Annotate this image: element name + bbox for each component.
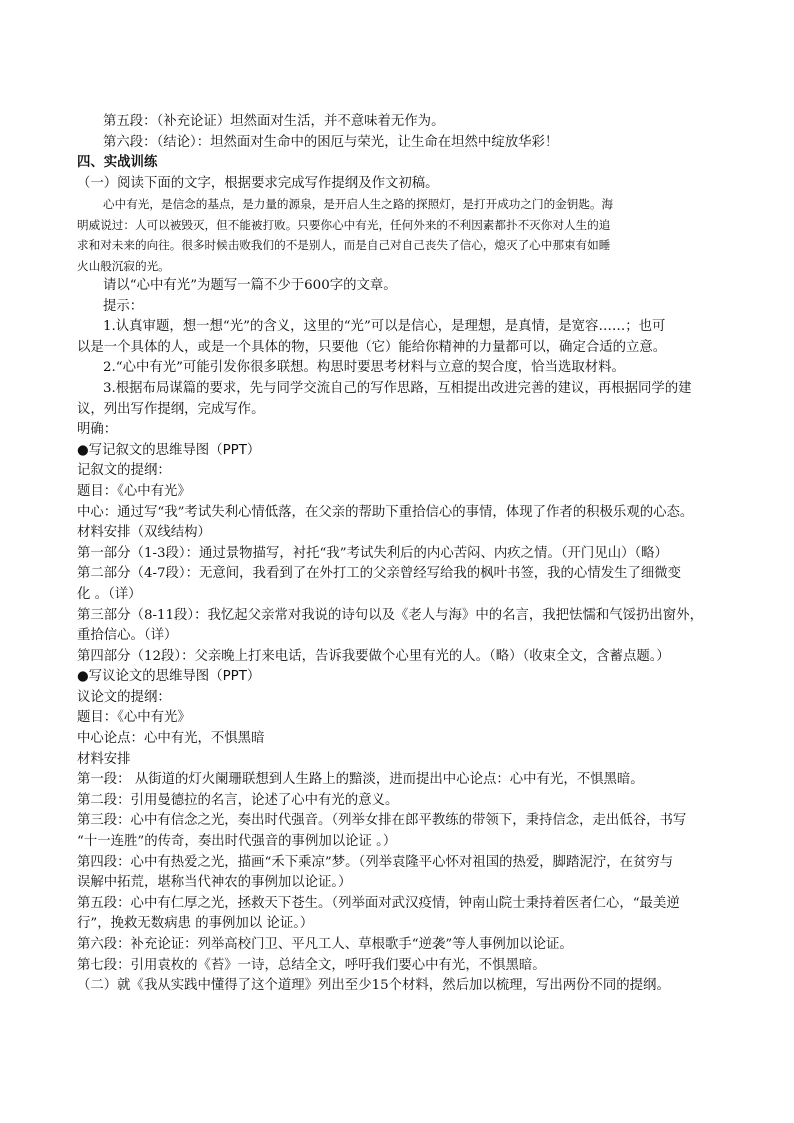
- hint-item-3: 3.根据布局谋篇的要求，先与同学交流自己的写作思路，互相提出改进完善的建议，再根据同学的建: [103, 380, 692, 396]
- narrative-material: 材料安排（双线结构）: [77, 525, 211, 541]
- argument-para-5: 第五段：心中有仁厚之光，拯救天下苍生。（列举面对武汉疫情，钟南山院士秉持着医者仁心，“最美逆: [77, 895, 680, 911]
- reading-passage-line: 心中有光，是信念的基点，是力量的源泉，是开启人生之路的探照灯，是打开成功之门的金钥匙。海: [103, 197, 614, 212]
- argument-material: 材料安排: [77, 751, 131, 767]
- hint-item-3-cont: 议，列出写作提纲，完成写作。: [77, 401, 265, 417]
- hint-item-1: 1.认真审题，想一想“光”的含义，这里的“光”可以是信心，是理想，是真情，是宽容……；也可: [103, 319, 666, 335]
- argument-para-3: 第三段：心中有信念之光，奏出时代强音。（列举女排在郎平教练的带领下，秉持信念，走出低谷，书写: [77, 813, 687, 829]
- narrative-part-2: 第二部分（4-7段）：无意间，我看到了在外打工的父亲曾经写给我的枫叶书签，我的心情发生了细微变: [77, 566, 682, 582]
- narrative-part-3-cont: 重拾信心。（详）: [77, 628, 178, 644]
- argument-para-4-cont: 误解中拓荒，堪称当代神农的事例加以论证。）: [77, 875, 352, 891]
- task-two-title: （二）就《我从实践中懂得了这个道理》列出至少15个材料，然后加以梳理，写出两份不同的提纲。: [77, 978, 670, 994]
- argument-para-2: 第二段：引用曼德拉的名言，论述了心中有光的意义。: [77, 792, 399, 808]
- task-one-title: （一）阅读下面的文字，根据要求完成写作提纲及作文初稿。: [77, 175, 439, 191]
- narrative-part-4: 第四部分（12段）：父亲晚上打来电话，告诉我要做个心里有光的人。（略）（收束全文，含蓄点题。）: [77, 648, 670, 664]
- narrative-part-3: 第三部分（8-11段）：我忆起父亲常对我说的诗句以及《老人与海》中的名言，我把怯懦和气馁扔出窗外，: [77, 607, 703, 623]
- argument-para-3-cont: “十一连胜”的传奇，奏出时代强音的事例加以论证 。）: [77, 834, 397, 850]
- argument-outline-title: 议论文的提纲：: [77, 689, 171, 705]
- outline-line-6: 第六段：（结论）：坦然面对生命中的困厄与荣光，让生命在坦然中绽放华彩！: [103, 134, 559, 150]
- argument-para-6: 第六段：补充论证：列举高校门卫、平凡工人、草根歌手“逆袭”等人事例加以论证。: [77, 937, 573, 952]
- argument-para-4: 第四段：心中有热爱之光，描画“禾下乘凉”梦。（列举袁隆平心怀对祖国的热爱，脚踏泥泞，在贫穷与: [77, 854, 674, 870]
- narrative-topic: 题目：《心中有光》: [77, 483, 191, 499]
- writing-prompt: 请以“心中有光”为题写一篇不少于600字的文章。: [103, 278, 397, 293]
- clarify-label: 明确：: [77, 422, 118, 438]
- argument-para-1: 第一段： 从街道的灯火阑珊联想到人生路上的黯淡，进而提出中心论点：心中有光，不惧黑暗。: [77, 772, 644, 788]
- narrative-part-1: 第一部分（1-3段）：通过景物描写，衬托“我”考试失利后的内心苦闷、内疚之情。（开门见山）（略）: [77, 545, 668, 561]
- outline-line-5: 第五段：（补充论证）坦然面对生活，并不意味着无作为。: [103, 114, 445, 129]
- reading-passage-line: 明威说过：人可以被毁灭，但不能被打败。只要你心中有光，任何外来的不利因素都扑不灭你对人生的追: [77, 217, 611, 232]
- reading-passage-line: 求和对未来的向往。很多时候击败我们的不是别人，而是自己对自己丧失了信心，熄灭了心中那束有如睡: [77, 238, 611, 253]
- argument-mindmap-bullet: ●写议论文的思维导图（PPT）: [77, 669, 261, 685]
- argument-para-7: 第七段：引用袁枚的《苔》一诗，总结全文，呼吁我们要心中有光，不惧黑暗。: [77, 957, 546, 973]
- reading-passage-line: 火山般沉寂的光。: [77, 258, 170, 273]
- narrative-outline-title: 记叙文的提纲：: [77, 463, 171, 479]
- narrative-mindmap-bullet: ●写记叙文的思维导图（PPT）: [77, 442, 261, 458]
- argument-para-5-cont: 行”，挽救无数病患 的事例加以 论证。）: [77, 916, 314, 932]
- hint-item-2: 2.“心中有光”可能引发你很多联想。构思时要思考材料与立意的契合度，恰当选取材料。: [103, 360, 625, 376]
- hint-label: 提示：: [103, 298, 144, 314]
- document-page: [77, 112, 727, 997]
- narrative-part-2-cont: 化 。（详）: [77, 586, 142, 602]
- narrative-center: 中心：通过写“我”考试失利心情低落，在父亲的帮助下重拾信心的事情，体现了作者的积极乐观的心态。: [77, 504, 694, 520]
- argument-thesis: 中心论点：心中有光，不惧黑暗: [77, 731, 265, 747]
- argument-topic: 题目：《心中有光》: [77, 710, 191, 726]
- hint-item-1-cont: 以是一个具体的人，或是一个具体的物，只要他（它）能给你精神的力量都可以，确定合适的立意。: [77, 339, 667, 355]
- section-heading: 四、实战训练: [77, 155, 158, 171]
